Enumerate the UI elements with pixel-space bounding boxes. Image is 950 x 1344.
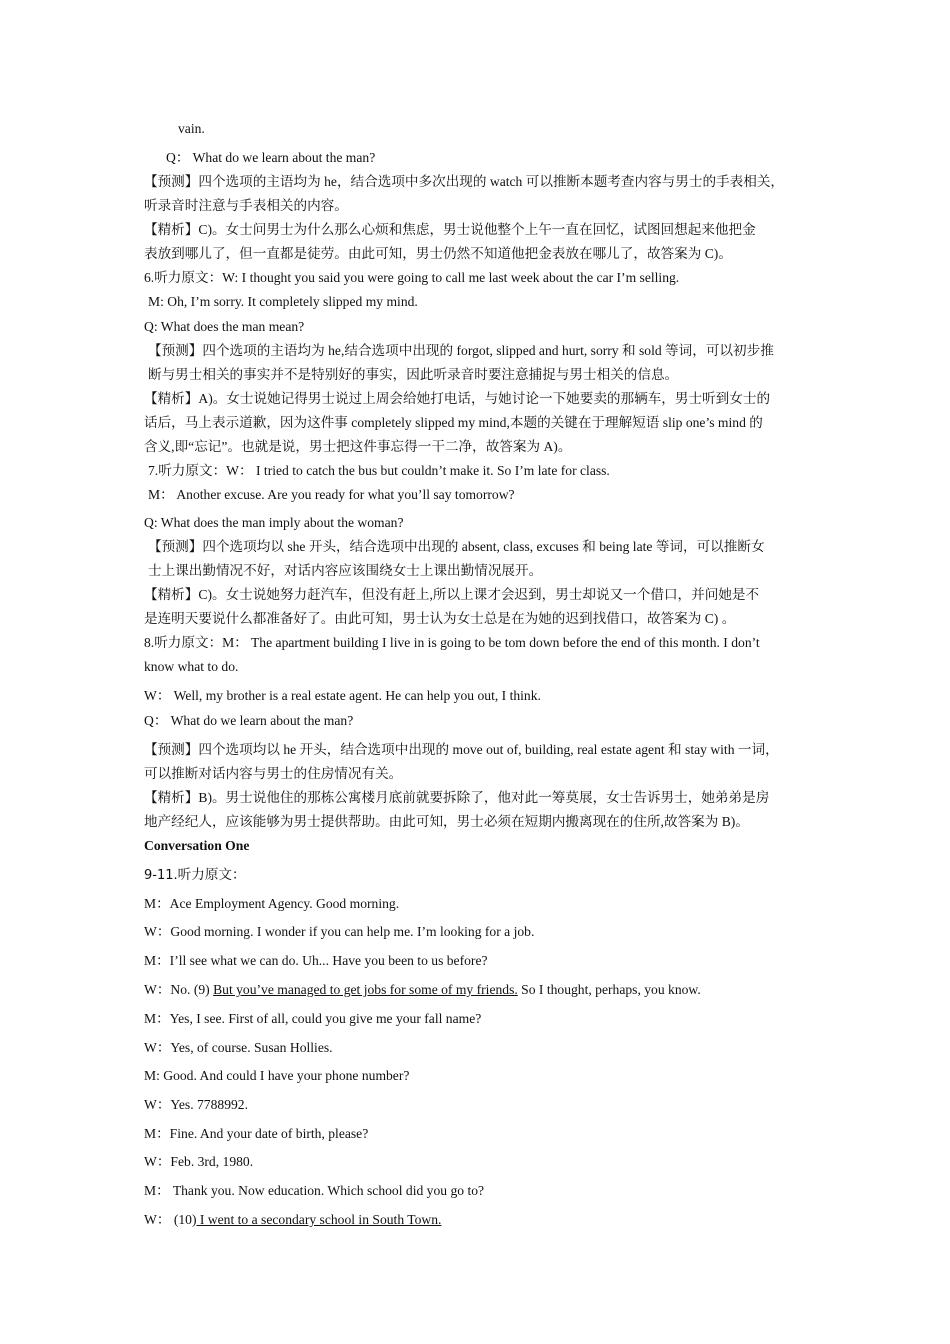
prediction-line: 听录音时注意与手表相关的内容。 <box>144 198 348 213</box>
question-line: Q: What does the man imply about the woman? <box>144 515 404 530</box>
transcript-heading <box>144 866 246 885</box>
dialogue-line: W：Yes, of course. Susan Hollies. <box>144 1040 333 1055</box>
analysis-line: 话后，马上表示道歉，因为这件事 completely slipped my mind,本题的关键在于理解短语 slip one’s mind 的 <box>144 415 763 430</box>
prediction-line: 【预测】四个选项的主语均为 he，结合选项中多次出现的 watch 可以推断本题考查内容与男士的手表相关， <box>144 174 785 189</box>
transcript-line: M： Another excuse. Are you ready for what you’ll say tomorrow? <box>148 487 515 502</box>
transcript-line: W： Well, my brother is a real estate agent. He can help you out, I think. <box>144 688 541 703</box>
dialogue-line: M: Good. And could I have your phone number? <box>144 1068 410 1083</box>
text-line: vain. <box>178 121 205 136</box>
underlined-answer: But you’ve managed to get jobs for some of my friends. <box>213 982 518 997</box>
dialogue-line: W：Good morning. I wonder if you can help me. I’m looking for a job. <box>144 924 535 939</box>
underlined-answer: I went to a secondary school in South Town. <box>196 1212 442 1227</box>
transcript-line: know what to do. <box>144 659 239 674</box>
dialogue-tail: So I thought, perhaps, you know. <box>517 982 701 997</box>
analysis-line: 地产经纪人，应该能够为男士提供帮助。由此可知，男士必须在短期内搬离现在的住所,故答案为 B)。 <box>144 814 749 829</box>
dialogue-line: W：Feb. 3rd, 1980. <box>144 1154 254 1169</box>
prediction-line: 【预测】四个选项均以 she 开头，结合选项中出现的 absent, class, excuses 和 being late 等词，可以推断女 <box>148 539 765 554</box>
question-line: Q： What do we learn about the man? <box>144 713 354 728</box>
analysis-line: 表放到哪儿了，但一直都是徒劳。由此可知，男士仍然不知道他把金表放在哪儿了，故答案为 C)。 <box>144 246 732 261</box>
transcript-line: M: Oh, I’m sorry. It completely slipped my mind. <box>148 294 418 309</box>
analysis-line: 含义,即“忘记”。也就是说，男士把这件事忘得一干二净，故答案为 A)。 <box>144 439 572 454</box>
transcript-line: 6.听力原文：W: I thought you said you were going to call me last week about the car I’m selling. <box>144 270 680 285</box>
prediction-line: 可以推断对话内容与男士的住房情况有关。 <box>144 766 403 781</box>
prediction-line: 士上课出勤情况不好，对话内容应该围绕女士上课出勤情况展开。 <box>148 563 543 578</box>
analysis-line: 【精析】B)。男士说他住的那栋公寓楼月底前就要拆除了，他对此一筹莫展，女士告诉男士，她弟弟是房 <box>144 790 770 805</box>
analysis-line: 【精析】C)。女士说她努力赶汽车，但没有赶上,所以上课才会迟到，男士却说又一个借口，并问她是不 <box>144 587 760 602</box>
dialogue-line: M：Fine. And your date of birth, please? <box>144 1126 369 1141</box>
speaker-prefix: W：No. (9) <box>144 982 214 997</box>
prediction-line: 【预测】四个选项的主语均为 he,结合选项中出现的 forgot, slipped and hurt, sorry 和 sold 等词，可以初步推 <box>148 343 774 358</box>
dialogue-line: M：Ace Employment Agency. Good morning. <box>144 896 400 911</box>
transcript-line: 8.听力原文：M： The apartment building I live in is going to be tom down before the end of this month. I don’t <box>144 635 760 650</box>
transcript-line: 7.听力原文：W： I tried to catch the bus but couldn’t make it. So I’m late for class. <box>148 463 610 478</box>
dialogue-line: M：Yes, I see. First of all, could you give me your fall name? <box>144 1011 482 1026</box>
analysis-line: 【精析】C)。女士问男士为什么那么心烦和焦虑，男士说他整个上午一直在回忆，试图回想起来他把金 <box>144 222 756 237</box>
dialogue-line: M： Thank you. Now education. Which school did you go to? <box>144 1183 485 1198</box>
dialogue-line: W：Yes. 7788992. <box>144 1097 248 1112</box>
dialogue-line: M：I’ll see what we can do. Uh... Have you been to us before? <box>144 953 488 968</box>
transcript-label: 听力原文： <box>177 867 246 882</box>
dialogue-line <box>144 981 701 999</box>
question-range: 9-11. <box>144 868 178 883</box>
dialogue-line <box>144 1211 441 1229</box>
section-heading: Conversation One <box>144 838 250 853</box>
question-line: Q： What do we learn about the man? <box>166 150 376 165</box>
prediction-line: 【预测】四个选项均以 he 开头，结合选项中出现的 move out of, building, real estate agent 和 stay with 一词， <box>144 742 779 757</box>
speaker-prefix: W： (10) <box>144 1212 197 1227</box>
prediction-line: 断与男士相关的事实并不是特别好的事实，因此听录音时要注意捕捉与男士相关的信息。 <box>148 367 679 382</box>
analysis-line: 是连明天要说什么都准备好了。由此可知，男士认为女士总是在为她的迟到找借口，故答案为 C) 。 <box>144 611 736 626</box>
question-line: Q: What does the man mean? <box>144 319 305 334</box>
analysis-line: 【精析】A)。女士说她记得男士说过上周会给她打电话，与她讨论一下她要卖的那辆车，男士听到女士的 <box>144 391 771 406</box>
